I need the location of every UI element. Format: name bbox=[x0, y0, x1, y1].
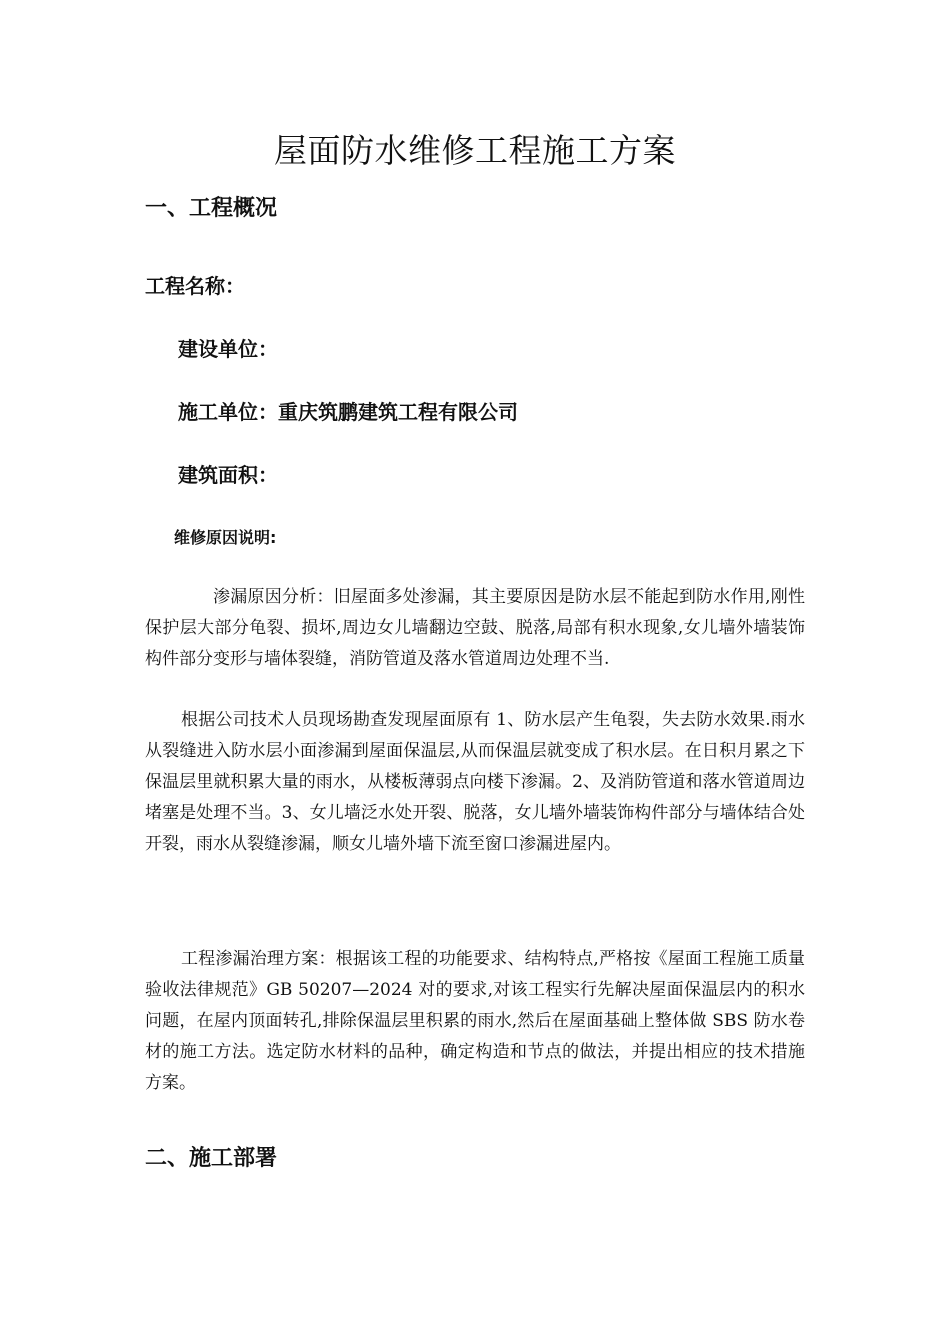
section-heading-overview: 一、工程概况 bbox=[145, 196, 278, 221]
field-contractor: 施工单位：重庆筑鹏建筑工程有限公司 bbox=[178, 400, 518, 424]
field-project-name: 工程名称： bbox=[145, 274, 245, 298]
paragraph-treatment-plan: 工程渗漏治理方案：根据该工程的功能要求、结构特点,严格按《屋面工程施工质量验收法律规范》GB 50207—2024 对的要求,对该工程实行先解决屋面保温层内的积水问题，在屋内顶面转孔,排除保温层里积累的雨水,然后在屋面基础上整体做 SBS 防水卷材的施工方法。选定防水材料的品种，确定构造和节点的做法，并提出相应的技术措施方案。 bbox=[145, 949, 805, 1093]
paragraph-leak-analysis: 渗漏原因分析：旧屋面多处渗漏，其主要原因是防水层不能起到防水作用,刚性保护层大部分龟裂、损坏,周边女儿墙翻边空鼓、脱落,局部有积水现象,女儿墙外墙装饰构件部分变形与墙体裂缝，消防管道及落水管道周边处理不当. bbox=[145, 587, 805, 669]
field-owner: 建设单位： bbox=[178, 337, 278, 361]
field-building-area: 建筑面积： bbox=[178, 463, 278, 487]
repair-reason-label: 维修原因说明: bbox=[174, 528, 277, 547]
paragraph-site-survey: 根据公司技术人员现场勘查发现屋面原有 1、防水层产生龟裂，失去防水效果.雨水从裂缝进入防水层小面渗漏到屋面保温层,从而保温层就变成了积水层。在日积月累之下保温层里就积累大量的雨水，从楼板薄弱点向楼下渗漏。2、及消防管道和落水管道周边堵塞是处理不当。3、女儿墙泛水处开裂、脱落，女儿墙外墙装饰构件部分与墙体结合处开裂，雨水从裂缝渗漏，顺女儿墙外墙下流至窗口渗漏进屋内。 bbox=[145, 710, 805, 854]
section-heading-deployment: 二、施工部署 bbox=[145, 1146, 278, 1171]
document-title: 屋面防水维修工程施工方案 bbox=[274, 131, 676, 170]
